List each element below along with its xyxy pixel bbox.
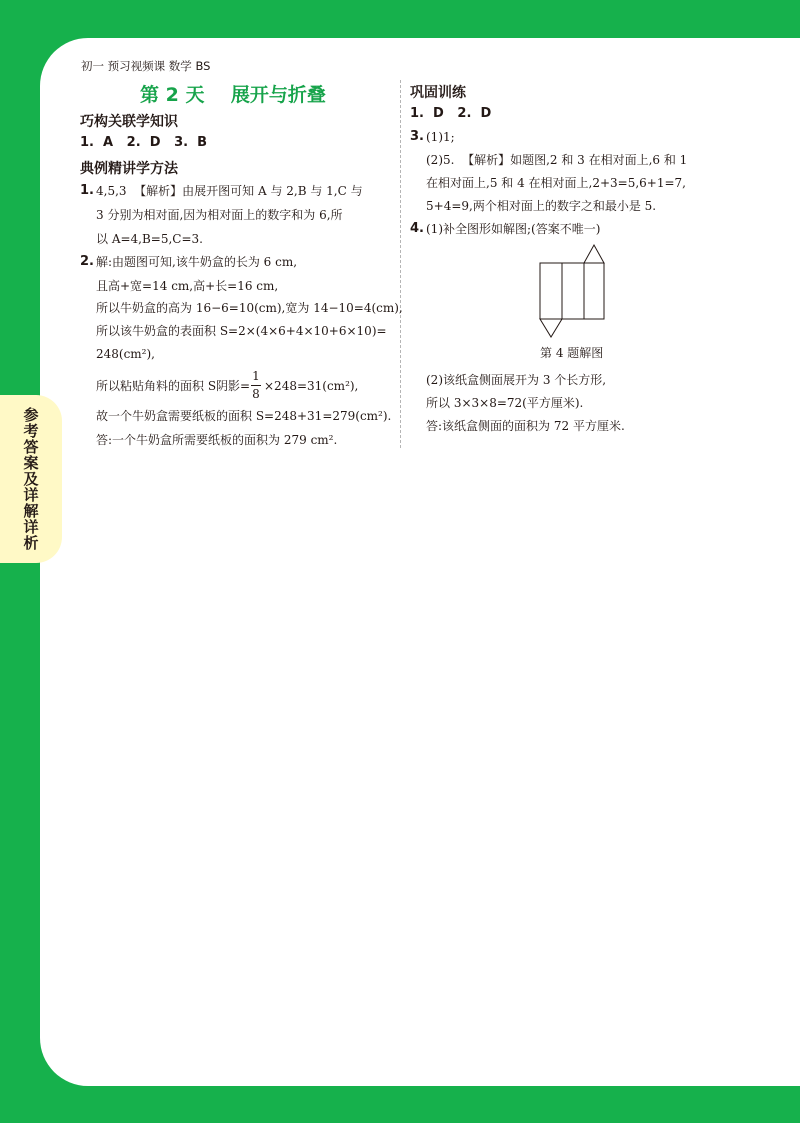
net-face-middle bbox=[562, 263, 584, 319]
fraction-bar bbox=[251, 385, 261, 386]
figure-caption: 第 4 题解图 bbox=[540, 346, 604, 360]
side-tab bbox=[0, 395, 62, 563]
section-heading-2: 典例精讲学方法 bbox=[80, 161, 178, 177]
fraction-denominator: 8 bbox=[252, 387, 260, 401]
net-triangle-top bbox=[584, 245, 604, 263]
q1-number: 1. bbox=[80, 183, 94, 198]
q3-line: (2)5. 【解析】如题图,2 和 3 在相对面上,6 和 1 bbox=[426, 153, 688, 167]
side-tab-label: 参考答案及详解详析 bbox=[21, 407, 40, 551]
q4-line: 答:该纸盒侧面的面积为 72 平方厘米. bbox=[426, 419, 625, 433]
q3-number: 3. bbox=[410, 129, 424, 144]
q2-line: 答:一个牛奶盒所需要纸板的面积为 279 cm². bbox=[96, 433, 338, 447]
q4-line: 所以 3×3×8=72(平方厘米). bbox=[426, 396, 584, 410]
q2-number: 2. bbox=[80, 254, 94, 269]
q2-line: 所以该牛奶盒的表面积 S=2×(4×6+4×10+6×10)= bbox=[96, 324, 387, 338]
running-header: 初一 预习视频课 数学 BS bbox=[81, 59, 211, 73]
net-triangle-bottom bbox=[540, 319, 562, 337]
q2-line: 且高+宽=14 cm,高+长=16 cm, bbox=[96, 279, 279, 293]
q4-number: 4. bbox=[410, 221, 424, 236]
q3-line: 在相对面上,5 和 4 在相对面上,2+3=5,6+1=7, bbox=[426, 176, 686, 190]
answers-1: 1. A 2. D 3. B bbox=[80, 135, 208, 150]
q4-line: (1)补全图形如解图;(答案不唯一) bbox=[426, 222, 601, 236]
q1-line: 3 分别为相对面,因为相对面上的数字和为 6,所 bbox=[96, 208, 343, 222]
q2-fraction-suffix: ×248=31(cm²), bbox=[264, 379, 359, 393]
q2-line: 所以牛奶盒的高为 16−6=10(cm),宽为 14−10=4(cm), bbox=[96, 301, 403, 315]
page-title: 第 2 天 展开与折叠 bbox=[140, 84, 326, 106]
q2-line: 故一个牛奶盒需要纸板的面积 S=248+31=279(cm²). bbox=[96, 409, 392, 423]
q1-line: 4,5,3 【解析】由展开图可知 A 与 2,B 与 1,C 与 bbox=[96, 184, 363, 198]
section-heading-1: 巧构关联学知识 bbox=[80, 114, 178, 130]
net-figure bbox=[535, 241, 607, 341]
net-face-left bbox=[540, 263, 562, 319]
section-heading-3: 巩固训练 bbox=[410, 85, 466, 101]
q2-fraction-prefix: 所以粘贴角料的面积 S阴影= bbox=[96, 379, 251, 393]
q2-line: 解:由题图可知,该牛奶盒的长为 6 cm, bbox=[96, 255, 298, 269]
column-divider bbox=[400, 80, 401, 448]
q4-line: (2)该纸盒侧面展开为 3 个长方形, bbox=[426, 373, 607, 387]
answers-3: 1. D 2. D bbox=[410, 106, 492, 121]
q3-line: 5+4=9,两个相对面上的数字之和最小是 5. bbox=[426, 199, 657, 213]
q1-line: 以 A=4,B=5,C=3. bbox=[96, 232, 203, 246]
q2-line: 248(cm²), bbox=[96, 347, 155, 361]
fraction-numerator: 1 bbox=[252, 369, 260, 383]
q3-line: (1)1; bbox=[426, 130, 455, 144]
net-face-right bbox=[584, 263, 604, 319]
